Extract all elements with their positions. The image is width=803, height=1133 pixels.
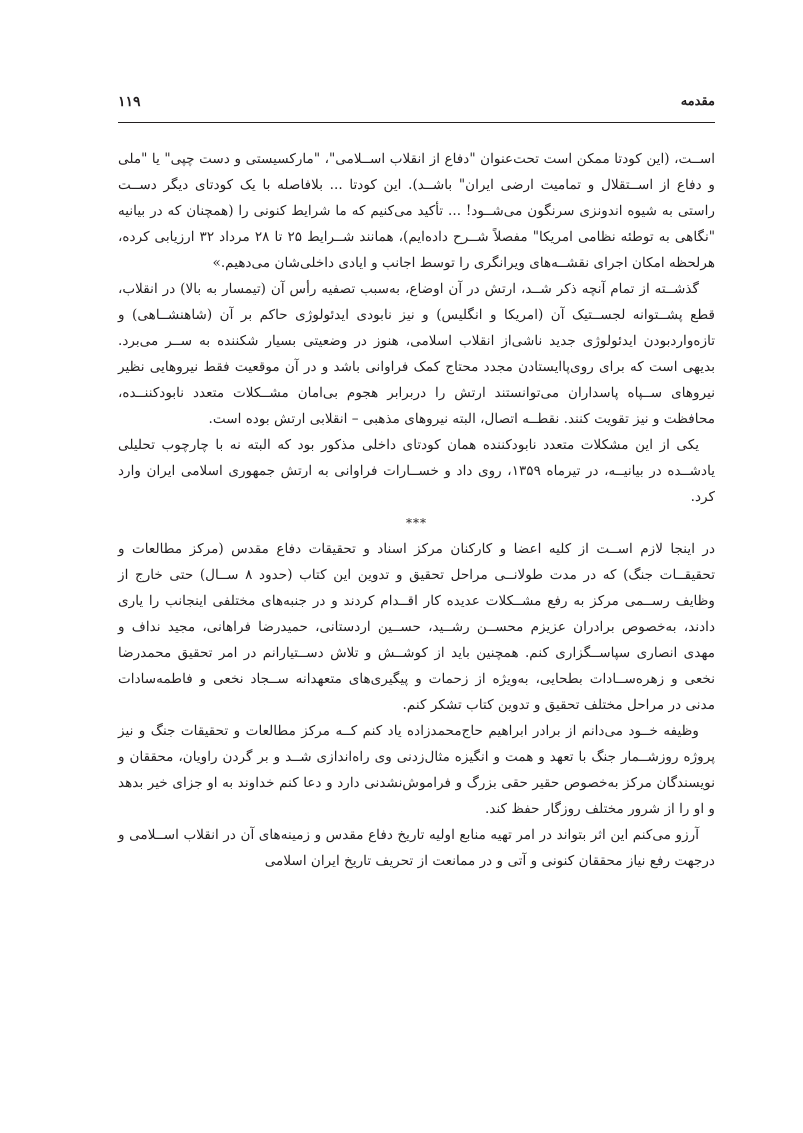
- paragraph: اســت، (این کودتا ممکن است تحت‌عنوان "دفاع از انقلاب اســلامی"، "مارکسیستی و دست چپی" یا "ملی و دفاع از اســتقلال و تمامیت ارضی ایران" باشــد). این کودتا ... بلافاصله با یک کودتای دیگر دســت راستی به شیوه اندونزی سرنگون می‌شــود! ... تأکید می‌کنیم که ما شرایط کنونی را (همچنان که در بیانیه "نگاهی به توطئه نظامی امریکا" مفصلاً شــرح داده‌ایم)، همانند شــرایط ۲۵ تا ۲۸ مرداد ۳۲ ارزیابی کرده، هرلحظه امکان اجرای نقشــه‌های ویرانگری را توسط اجانب و ایادی داخلی‌شان می‌دهیم.»: [118, 151, 715, 271]
- chapter-title: مقدمه: [680, 94, 715, 109]
- running-header: [118, 90, 715, 114]
- page-number: ۱۱۹: [118, 94, 141, 110]
- section-separator: ***: [406, 516, 427, 530]
- paragraph: آرزو می‌کنم این اثر بتواند در امر تهیه منابع اولیه تاریخ دفاع مقدس و زمینه‌های آن در انقلاب اســلامی و درجهت رفع نیاز محققان کنونی و آتی و در ممانعت از تحریف تاریخ ایران اسلامی: [118, 827, 715, 869]
- body-text: [118, 146, 715, 874]
- paragraph: در اینجا لازم اســت از کلیه اعضا و کارکنان مرکز اسناد و تحقیقات دفاع مقدس (مرکز مطالعات و تحقیقــات جنگ) که در مدت طولانــی مراحل تحقیق و تدوین این کتاب (حدود ۸ ســال) حتی خارج از وظایف رســمی مرکز به رفع مشــکلات عدیده کار اقــدام کردند و در جنبه‌های مختلفی اینجانب را یاری دادند، به‌خصوص برادران عزیزم محســن رشــید، حســین اردستانی، حمیدرضا فراهانی، مجید نداف و مهدی انصاری سپاســگزاری کنم. همچنین باید از کوشــش و تلاش دســتیارانم در امر تحقیق محمدرضا نخعی و زهره‌ســادات بطحایی، به‌ویژه از زحمات و پیگیری‌های متعهدانه ســجاد نخعی و فاطمه‌سادات مدنی در مراحل مختلف تحقیق و تدوین کتاب تشکر کنم.: [118, 541, 715, 713]
- paragraph: گذشــته از تمام آنچه ذکر شــد، ارتش در آن اوضاع، به‌سبب تصفیه رأس آن (تیمسار به بالا) در انقلاب، قطع پشــتوانه لجســتیک آن (امریکا و انگلیس) و نیز نابودی ایدئولوژی حاکم بر آن (شاهنشــاهی) و تازه‌واردبودن ایدئولوژی جدید ناشی‌از انقلاب اسلامی، هنوز در وضعیتی بسیار شکننده به ســر می‌برد. بدیهی است که برای روی‌پاایستادن مجدد محتاج کمک فراوانی باشد و در آن موقعیت فقط نیروهایی نظیر نیروهای ســپاه پاسداران می‌توانستند ارتش را دربرابر هجوم بی‌امان مشــکلات متعدد نابودکننــده، محافظت و نیز تقویت کنند. نقطــه اتصال، البته نیروهای مذهبی – انقلابی ارتش بوده است.: [118, 281, 715, 427]
- header-rule: [118, 122, 715, 123]
- paragraph: وظیفه خــود می‌دانم از برادر ابراهیم حاج‌محمدزاده یاد کنم کــه مرکز مطالعات و تحقیقات جنگ و نیز پروژه روزشــمار جنگ با تعهد و همت و انگیزه مثال‌زدنی وی راه‌اندازی شــد و بر گردن راویان، محققان و نویسندگان مرکز به‌خصوص حقیر حقی بزرگ و فراموش‌نشدنی دارد و دعا کنم خداوند به او جزای خیر بدهد و او را از شرور مختلف روزگار حفظ کند.: [118, 723, 715, 817]
- paragraph: یکی از این مشکلات متعدد نابودکننده همان کودتای داخلی مذکور بود که البته نه با چارچوب تحلیلی یادشــده در بیانیــه، در تیرماه ۱۳۵۹، روی داد و خســارات فراوانی به ارتش جمهوری اسلامی ایران وارد کرد.: [118, 437, 715, 505]
